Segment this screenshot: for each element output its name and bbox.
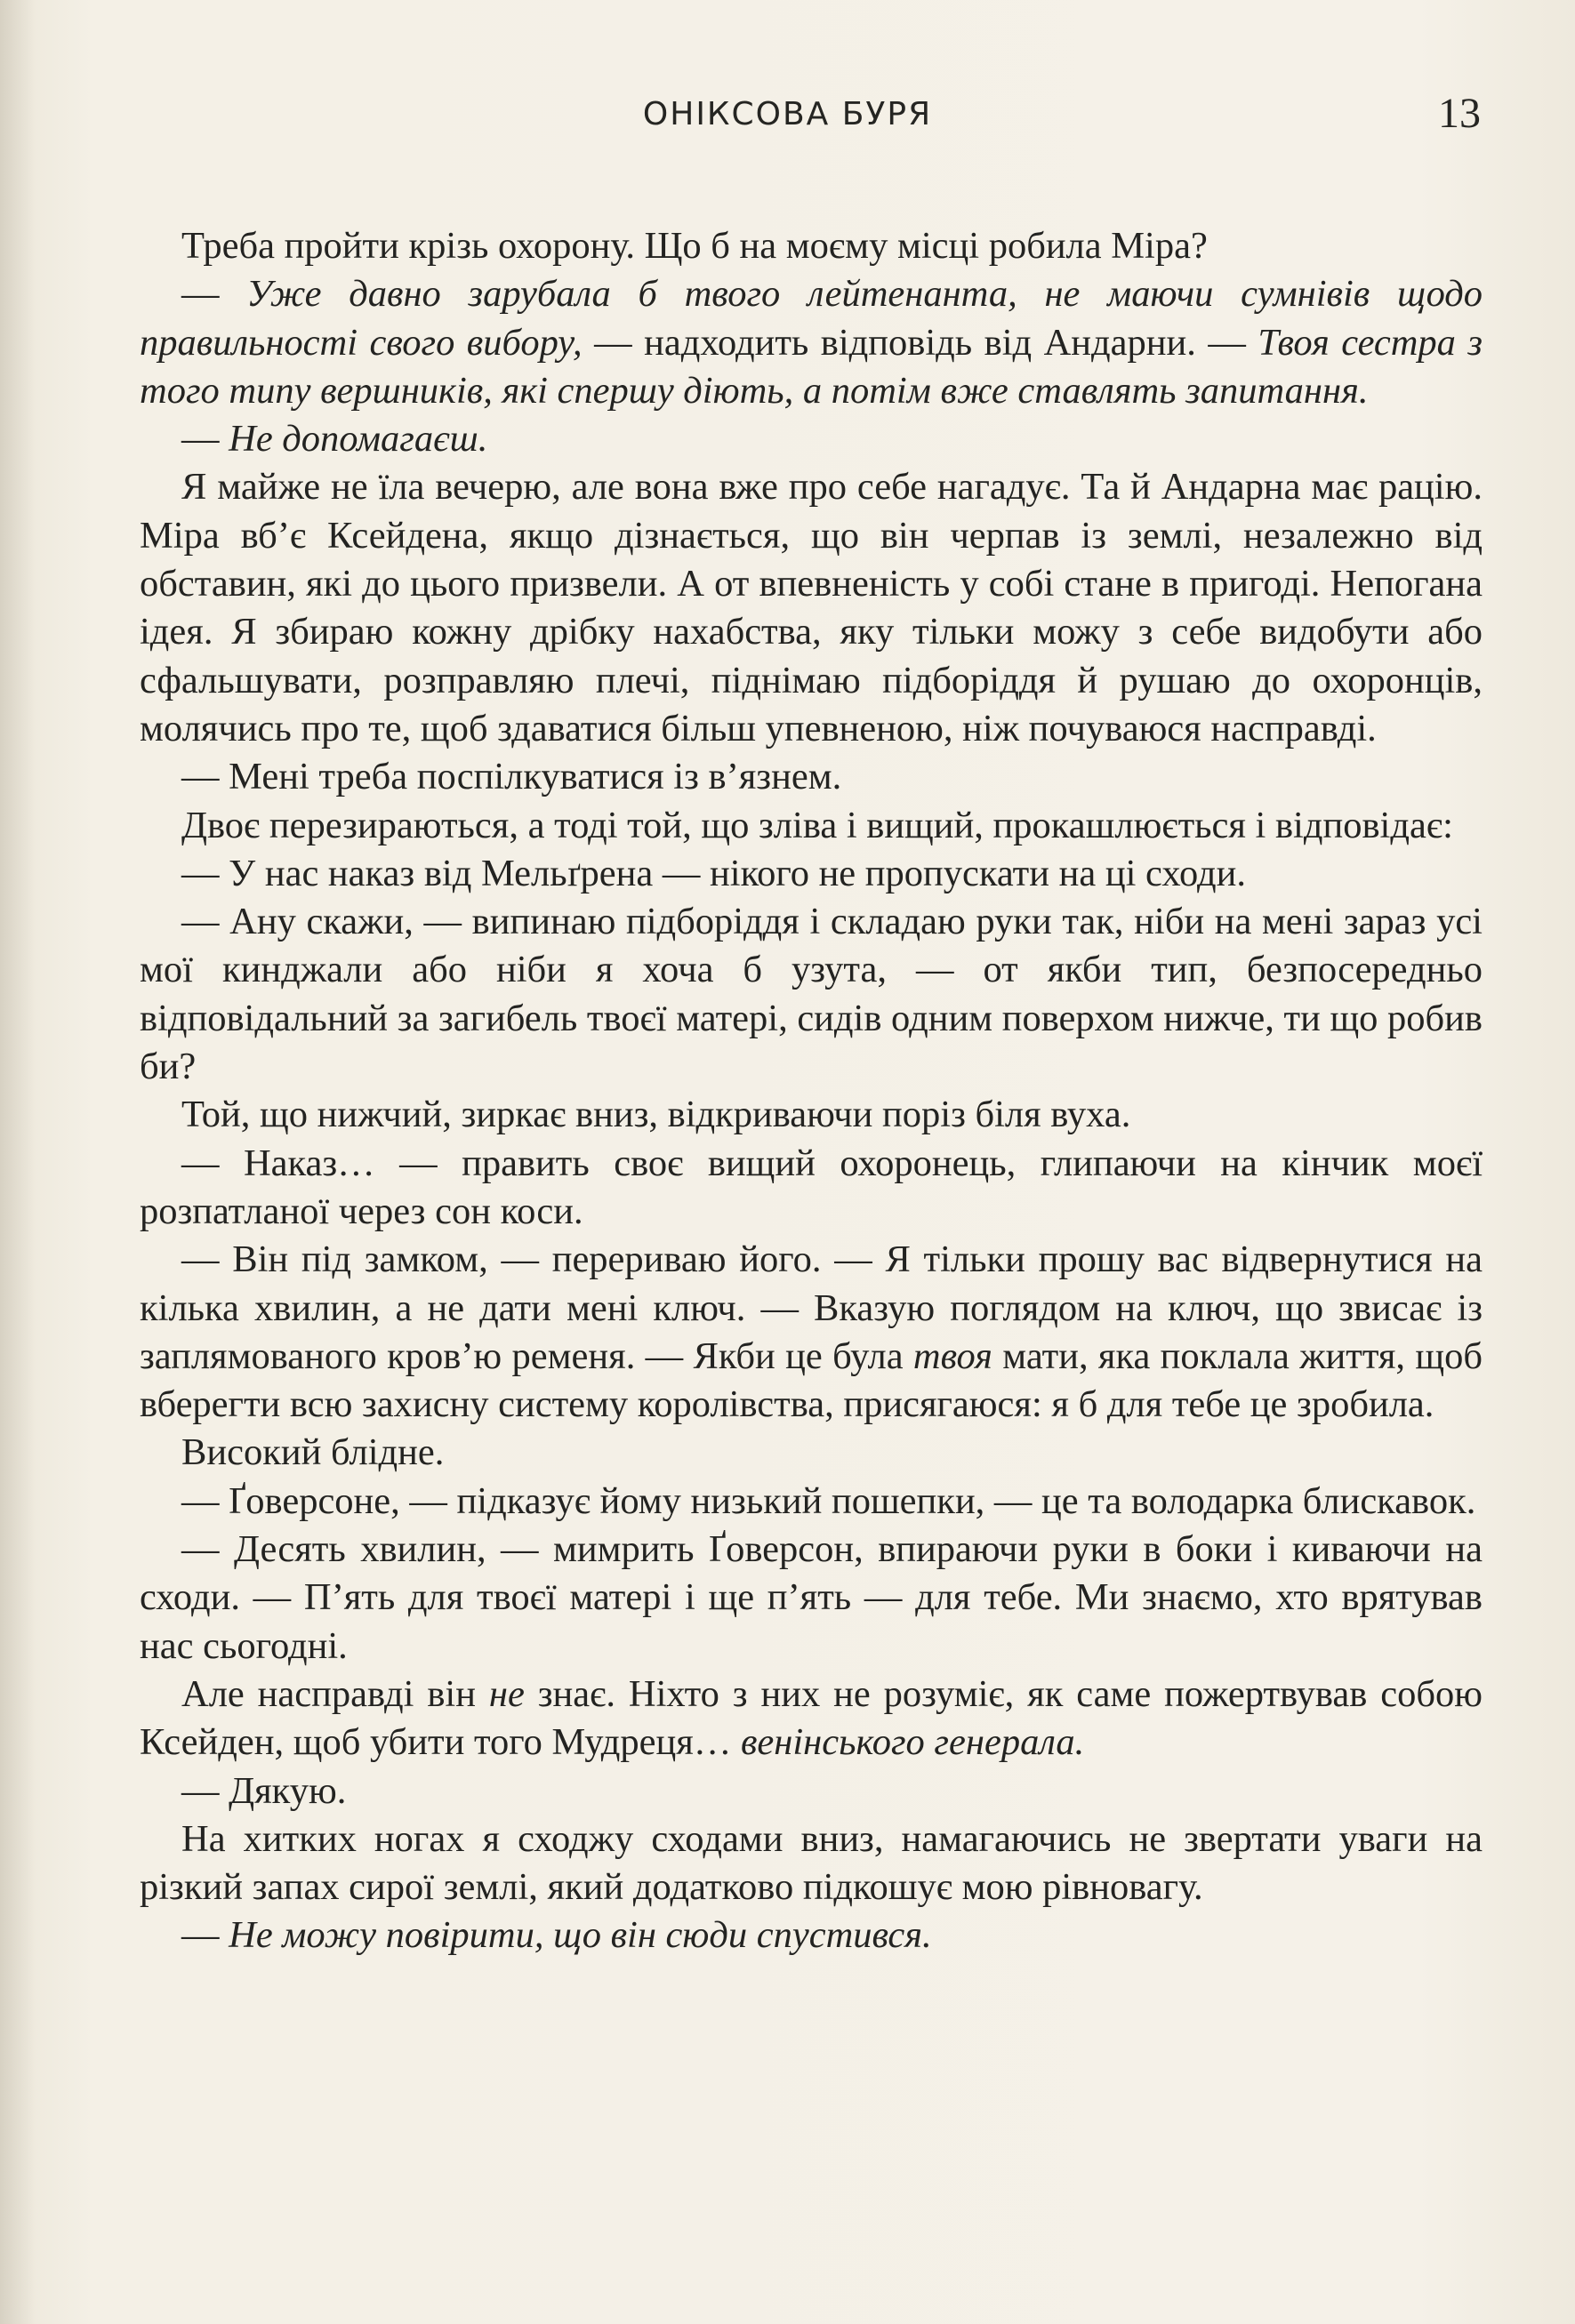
paragraph [140, 1140, 1483, 1237]
text-run: — У нас наказ від Мельґрена — нікого не пропускати на ці сходи. [181, 852, 1246, 894]
paragraph [140, 1236, 1483, 1429]
italic-text-run: венінського генерала. [740, 1721, 1085, 1764]
text-run: — Мені треба поспілкуватися із в’язнем. [181, 756, 842, 798]
page-gutter-shadow [0, 0, 36, 2324]
paragraph [140, 415, 1483, 463]
text-run: — Дякую. [181, 1769, 347, 1812]
paragraph [140, 898, 1483, 1091]
paragraph [140, 1429, 1483, 1477]
paragraph [140, 753, 1483, 801]
text-run: мати, яка поклала життя, щоб вберегти всю захисну систему королівства, присягаюся: я б для тебе це зробила. [140, 1334, 1483, 1426]
text-run: знає. Ніхто з них не розуміє, як саме пожертвував собою Ксейден, щоб убити того Мудреця… [140, 1672, 1483, 1764]
italic-text-run: твоя [912, 1334, 992, 1377]
paragraph [140, 270, 1483, 415]
text-run: — Наказ… — править своє вищий охоронець, глипаючи на кінчик моєї розпатланої через сон коси. [140, 1142, 1483, 1232]
text-run: Я майже не їла вечерю, але вона вже про себе нагадує. Та й Андарна має рацію. Міра вб’є Ксейдена, якщо дізнається, що він черпав із землі, незалежно від обставин, які до цього призвели. А от впевненість у собі стане в пригоді. Непогана ідея. Я збираю кожну дрібку нахабства, яку тільки можу з себе видобути або сфальшувати, розправляю плечі, піднімаю підборіддя й рушаю до охоронців, молячись про те, щоб здаватися більш упевненою, ніж почуваюся насправді. [140, 466, 1483, 749]
italic-text-run: Уже давно зарубала б твого лейтенанта, не маючи сумнівів щодо правильності свого вибору, [140, 273, 1483, 364]
text-run: Треба пройти крізь охорону. Що б на моєму місці робила Міра? [181, 225, 1208, 267]
paragraph [140, 1767, 1483, 1815]
paragraph [140, 1911, 1483, 1959]
text-run: Високий блідне. [181, 1431, 445, 1474]
text-run: Але насправді він [181, 1672, 489, 1715]
paragraph [140, 1815, 1483, 1912]
page-number: 13 [1438, 90, 1481, 137]
text-run: — Він під замком, — перериваю його. — Я тільки прошу вас відвернутися на кілька хвилин, а не дати мені ключ. — Вказую поглядом на ключ, що звисає із заплямованого кров’ю ременя. — Якби це була [140, 1238, 1483, 1377]
paragraph [140, 1091, 1483, 1139]
paragraph [140, 1478, 1483, 1526]
text-run: — Десять хвилин, — мимрить Ґоверсон, впираючи руки в боки і киваючи на сходи. — П’ять для твоєї матері і ще п’ять — для тебе. Ми знаємо, хто врятував нас сьогодні. [140, 1528, 1483, 1667]
italic-text-run: Не допомагаєш. [229, 418, 488, 461]
italic-text-run: Не можу повірити, що він сюди спустився. [229, 1914, 932, 1957]
text-run: — Ґоверсоне, — підказує йому низький пошепки, — це та володарка блискавок. [181, 1479, 1476, 1522]
text-run: — Ану скажи, — випинаю підборіддя і складаю руки так, ніби на мені зараз усі мої кинджали або ніби я хоча б узута, — от якби тип, безпосередньо відповідальний за загибель твоєї матері, сидів одним поверхом нижче, ти що робив би? [140, 901, 1483, 1088]
paragraph [140, 222, 1483, 270]
text-run: — [181, 273, 247, 316]
body-text [140, 222, 1483, 1960]
text-run: На хитких ногах я сходжу сходами вниз, намагаючись не звертати уваги на різкий запах сирої землі, який додатково підкошує мою рівновагу. [140, 1817, 1483, 1909]
paragraph [140, 1526, 1483, 1671]
running-header-title: ОНІКСОВА БУРЯ [642, 96, 933, 132]
italic-text-run: не [488, 1672, 525, 1715]
paragraph [140, 802, 1483, 850]
text-run: Двоє перезираються, а тоді той, що зліва і вищий, прокашлюється і відповідає: [181, 804, 1453, 846]
text-run: — надходить відповідь від Андарни. — [582, 321, 1258, 364]
italic-text-run: Твоя сестра з того типу вершників, які спершу діють, а потім вже ставлять запитання. [140, 321, 1483, 412]
paragraph [140, 1671, 1483, 1767]
text-run: — [181, 418, 229, 461]
text-run: — [181, 1914, 229, 1957]
text-run: Той, що нижчий, зиркає вниз, відкриваючи поріз біля вуха. [181, 1094, 1131, 1136]
paragraph [140, 850, 1483, 898]
paragraph [140, 463, 1483, 753]
